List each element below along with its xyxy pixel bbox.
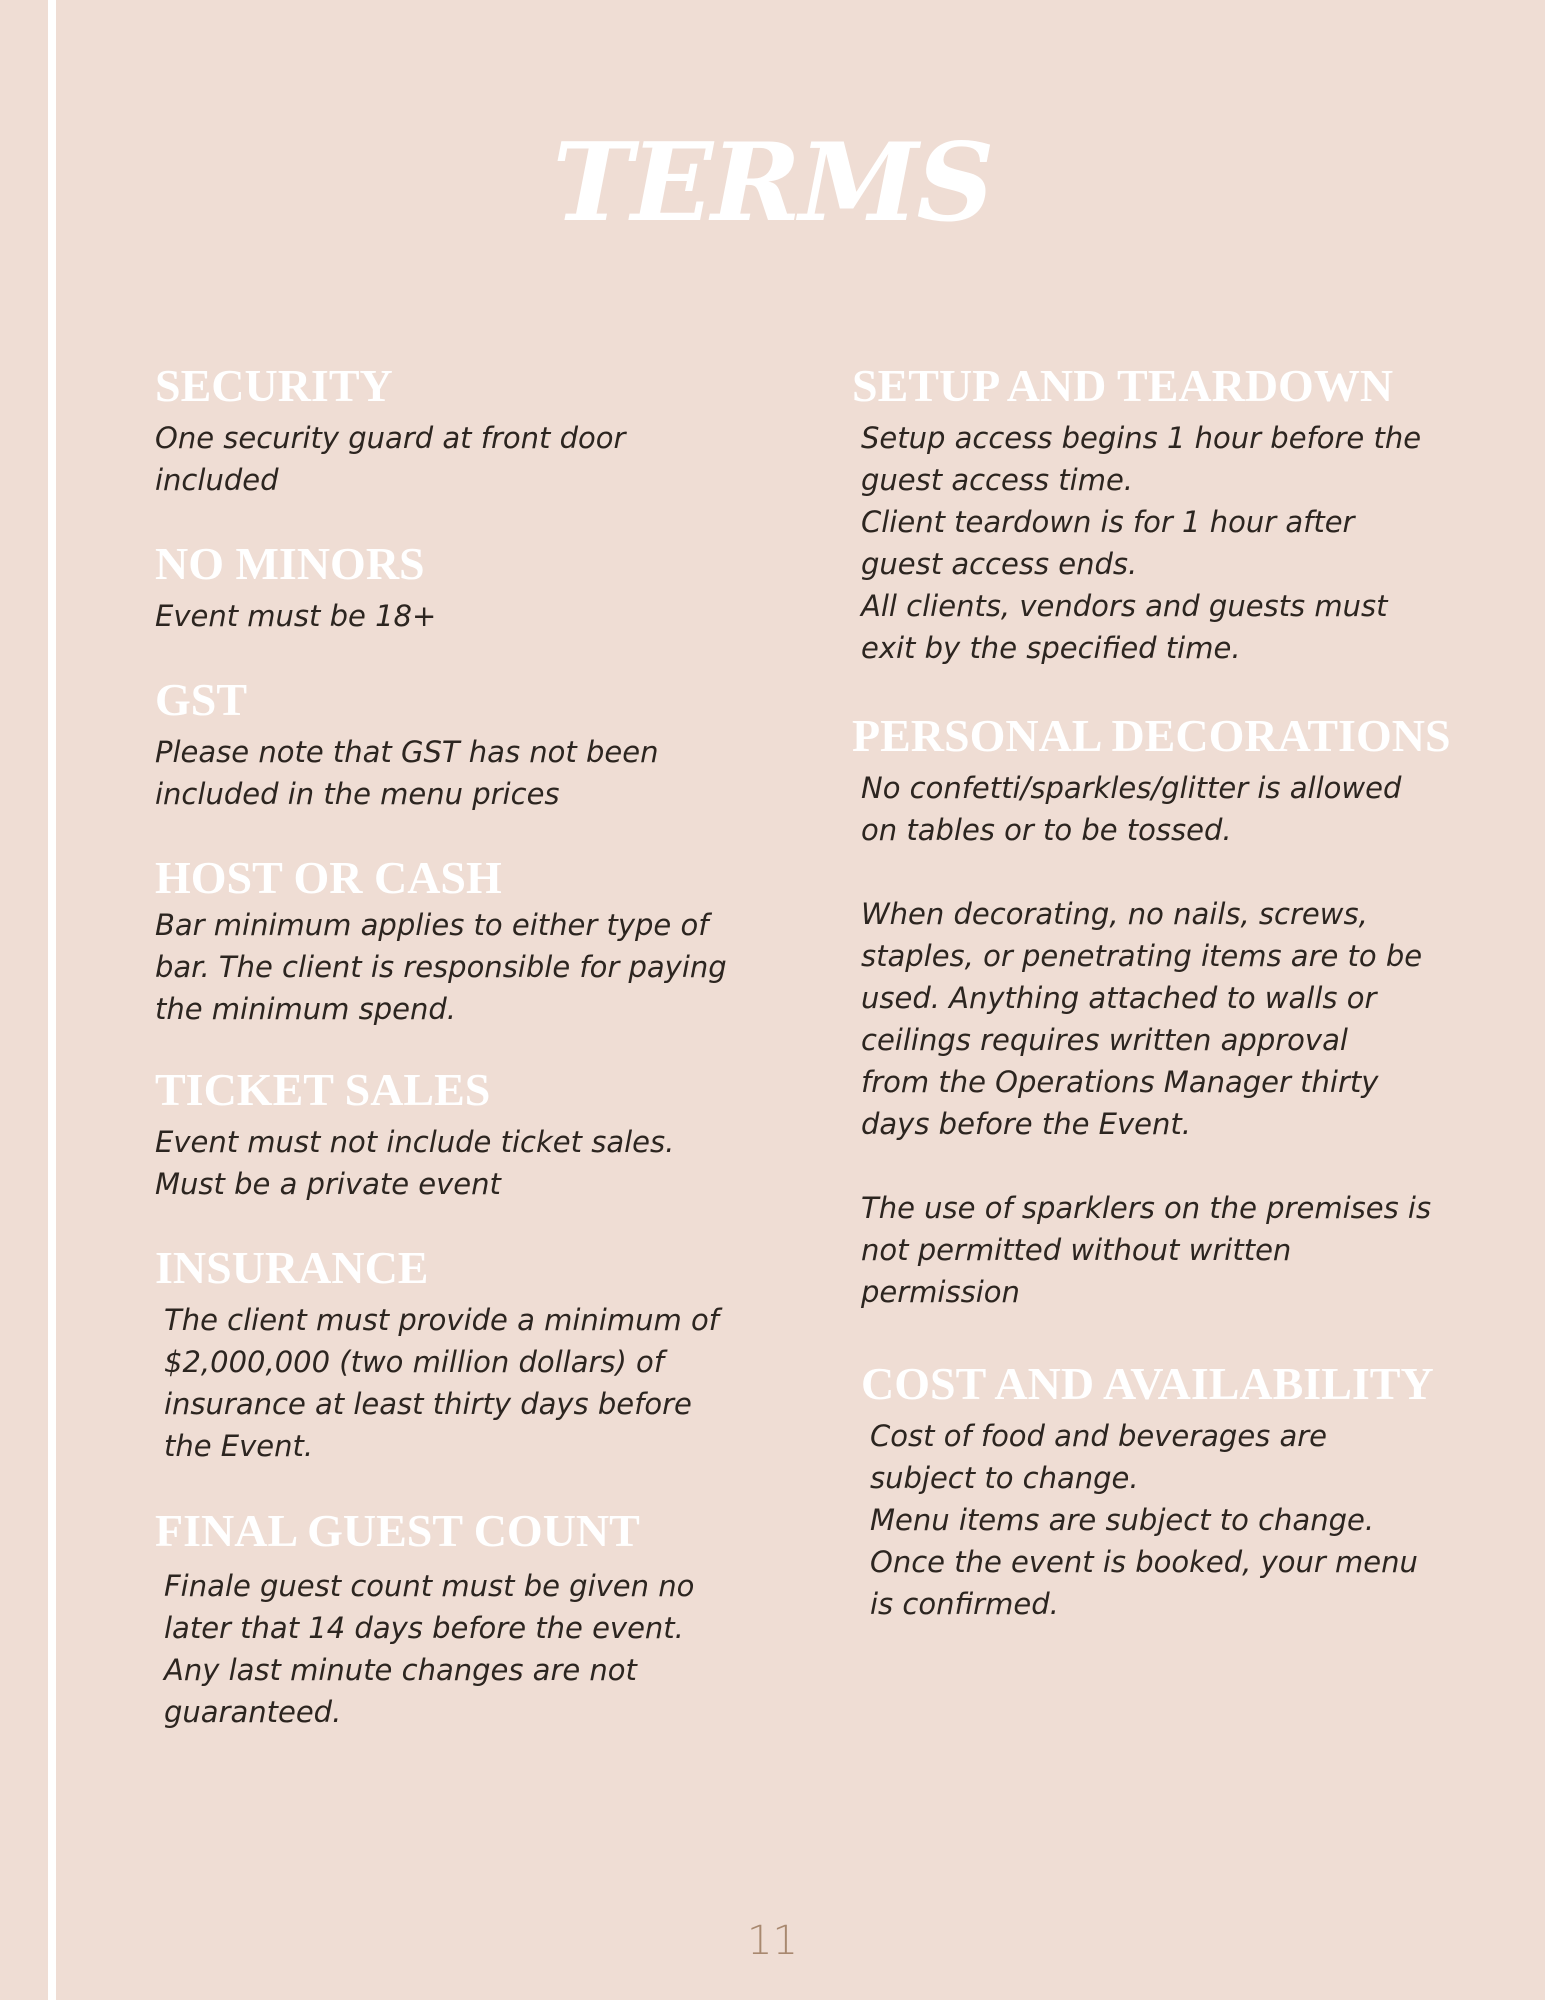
section-heading: HOST OR CASH <box>155 852 502 903</box>
section-final-guest-count <box>155 1505 755 1733</box>
section-insurance <box>155 1242 755 1467</box>
section-heading: NO MINORS <box>155 538 425 589</box>
section-body: The client must provide a minimum of $2,000,000 (two million dollars) of insurance at least thirty days before the Event. <box>164 1303 719 1463</box>
section-host-or-cash <box>155 852 755 1030</box>
section-body: Setup access begins 1 hour before the guest access time. Client teardown is for 1 hour after guest access ends. All clients, vendors and guests must exit by the specified time. <box>861 421 1422 665</box>
section-heading: PERSONAL DECORATIONS <box>852 710 1451 761</box>
section-personal-decorations <box>852 710 1452 1313</box>
section-cost-and-availability <box>861 1358 1461 1625</box>
section-setup-and-teardown <box>852 360 1452 669</box>
section-body: One security guard at front door included <box>155 421 626 497</box>
section-body: Cost of food and beverages are subject to change. Menu items are subject to change. Once the event is booked, your menu is confirmed. <box>870 1419 1418 1621</box>
section-ticket-sales <box>155 1064 755 1205</box>
section-heading: FINAL GUEST COUNT <box>155 1505 640 1556</box>
section-body: No confetti/sparkles/glitter is allowed on tables or to be tossed. When decorating, no nails, screws, staples, or penetrating items are to be used. Anything attached to walls or ceilings requires written approval from the Operations Manager thirty days before the Event. The use of sparklers on the premises is not permitted without written permission <box>861 771 1432 1309</box>
section-heading: COST AND AVAILABILITY <box>861 1358 1434 1409</box>
section-heading: INSURANCE <box>155 1242 429 1293</box>
section-body: Event must be 18+ <box>155 599 437 633</box>
section-security <box>155 360 755 501</box>
page-number: 11 <box>747 1918 798 1964</box>
page-title: TERMS <box>552 120 993 246</box>
page-margin-rule <box>48 0 56 2000</box>
section-no-minors <box>155 538 755 637</box>
section-heading: GST <box>155 674 248 725</box>
section-body: Please note that GST has not been included in the menu prices <box>155 735 659 811</box>
section-body: Bar minimum applies to either type of bar. The client is responsible for paying the minimum spend. <box>155 908 727 1026</box>
section-body: Event must not include ticket sales. Must be a private event <box>155 1125 675 1201</box>
section-body: Finale guest count must be given no later that 14 days before the event. Any last minute changes are not guaranteed. <box>164 1569 695 1729</box>
section-gst <box>155 674 755 815</box>
section-heading: TICKET SALES <box>155 1064 491 1115</box>
section-heading: SECURITY <box>155 360 393 411</box>
section-heading: SETUP AND TEARDOWN <box>852 360 1394 411</box>
